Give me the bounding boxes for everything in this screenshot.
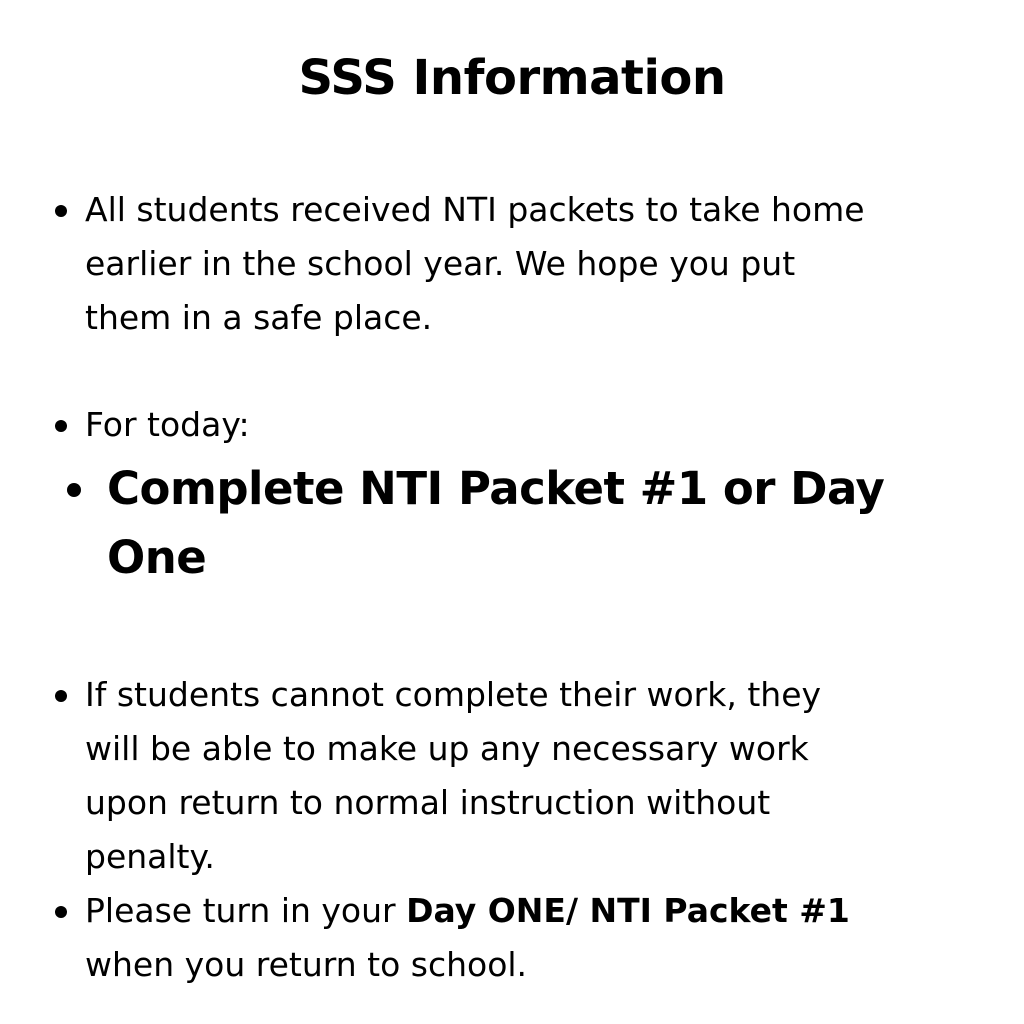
text-line: All students received NTI packets to take home (85, 190, 865, 229)
bullet-for-today (85, 398, 250, 452)
text-line: upon return to normal instruction without (85, 783, 771, 822)
bold-packet-name: Day ONE/ NTI Packet #1 (406, 891, 850, 930)
text-line: them in a safe place. (85, 298, 433, 337)
page-title: SSS Information (298, 50, 726, 106)
text-line: If students cannot complete their work, they (85, 675, 822, 714)
bullet-dot (67, 483, 81, 497)
text-line: earlier in the school year. We hope you put (85, 244, 796, 283)
sub-bullet-complete-packet (107, 454, 884, 592)
text-line: One (107, 531, 207, 584)
bullet-make-up-work (85, 668, 821, 884)
bullet-dot (55, 420, 67, 432)
bullet-turn-in (85, 884, 850, 992)
bullet-nti-packets (85, 183, 865, 345)
text-line: penalty. (85, 837, 215, 876)
bullet-dot (55, 906, 67, 918)
text-prefix: Please turn in your (85, 891, 407, 930)
text-line: when you return to school. (85, 945, 528, 984)
text-line: will be able to make up any necessary work (85, 729, 809, 768)
text-line: For today: (85, 405, 250, 444)
bullet-dot (55, 690, 67, 702)
bullet-dot (55, 205, 67, 217)
text-line: Complete NTI Packet #1 or Day (107, 462, 885, 515)
